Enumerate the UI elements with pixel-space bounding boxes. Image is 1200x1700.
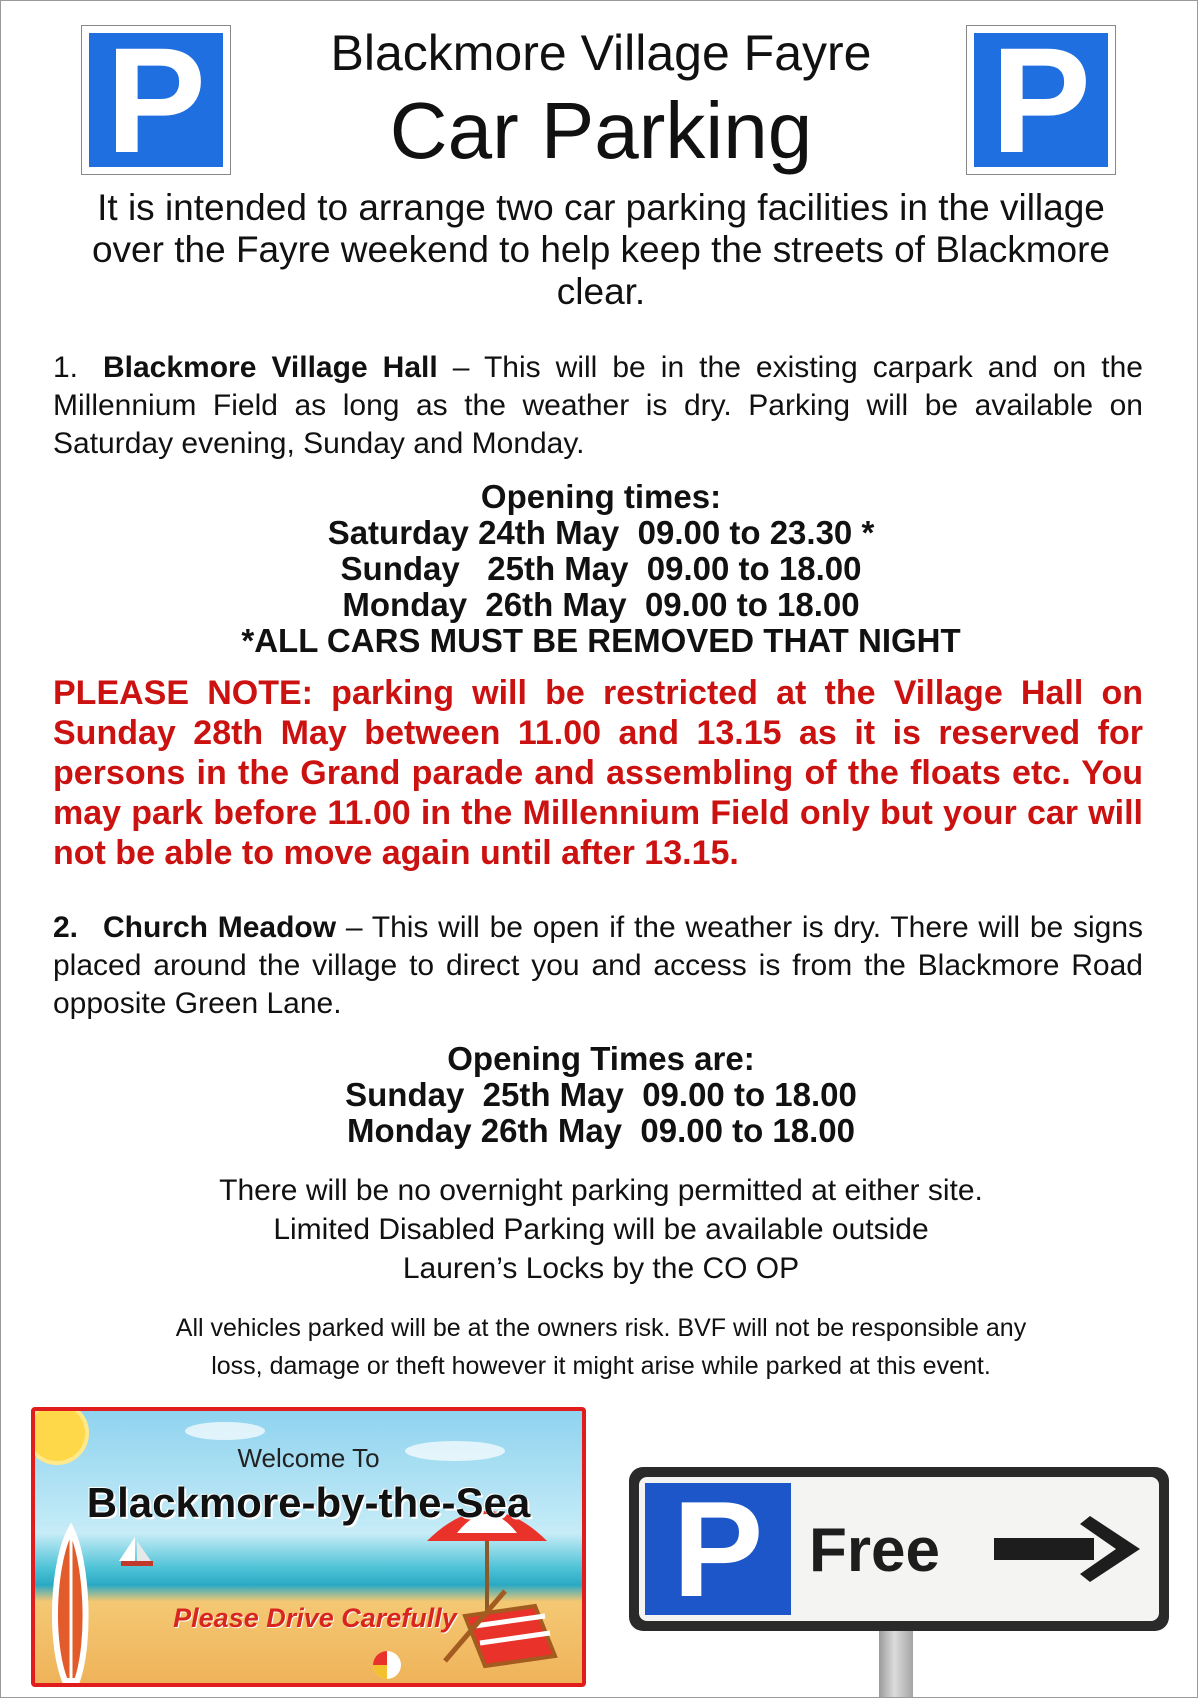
times-note: *ALL CARS MUST BE REMOVED THAT NIGHT: [241, 622, 961, 659]
intro-text: It is intended to arrange two car parking facilities in the village over the Fayre weekend to help keep the streets of Blackmore clear.: [91, 187, 1111, 312]
site1-opening-times: [101, 479, 1101, 659]
site2-name: Church Meadow: [103, 911, 337, 944]
disclaimer-line: loss, damage or theft however it might arise while parked at this event.: [211, 1352, 991, 1380]
sign-plate: [639, 1473, 1159, 1625]
site2-description: [53, 909, 1143, 1023]
times-heading: Opening Times are:: [447, 1040, 755, 1077]
arrow-right-icon: [994, 1512, 1144, 1586]
sign-pole: [879, 1631, 913, 1697]
beach-banner: [31, 1407, 586, 1687]
site1-number: 1.: [53, 351, 79, 384]
times-row: Monday 26th May 09.00 to 18.00: [342, 586, 860, 623]
parking-sign-left-icon: [81, 16, 231, 184]
info-line: There will be no overnight parking permitted at either site.: [219, 1174, 983, 1207]
info-line: Limited Disabled Parking will be available outside: [273, 1213, 929, 1246]
times-row: Sunday 25th May 09.00 to 18.00: [345, 1076, 857, 1113]
parking-info: [81, 1171, 1121, 1288]
free-sign-letter: P: [672, 1473, 764, 1625]
event-title: Blackmore Village Fayre: [330, 25, 872, 81]
site2-number: 2.: [53, 911, 79, 944]
banner-welcome: Welcome To: [237, 1443, 380, 1473]
disclaimer: [81, 1309, 1121, 1385]
site1-text: – This will be in the existing carpark and on the Millennium Field as long as the weather is dry. Parking will be available on Saturday evening, Sunday and Monday.: [53, 351, 1143, 460]
free-parking-sign: [629, 1467, 1169, 1631]
parking-letter: P: [990, 16, 1092, 184]
please-note-notice: PLEASE NOTE: parking will be restricted at the Village Hall on Sunday 28th May between 11.00 and 13.15 as it is reserved for persons in the Grand parade and assembling of the floats etc. You may park before 11.00 in the Millennium Field only but your car will not be able to move again until after 13.15.: [53, 674, 1143, 872]
site2-opening-times: [101, 1041, 1101, 1149]
disclaimer-line: All vehicles parked will be at the owners risk. BVF will not be responsible any: [175, 1314, 1027, 1342]
times-row: Monday 26th May 09.00 to 18.00: [346, 1112, 856, 1149]
times-heading: Opening times:: [480, 478, 722, 515]
times-row: Saturday 24th May 09.00 to 23.30 *: [327, 514, 875, 551]
site1-description: [53, 349, 1143, 463]
banner-place-name: Blackmore-by-the-Sea: [86, 1479, 531, 1526]
free-parking-letter-icon: [645, 1473, 791, 1625]
free-label: Free: [809, 1516, 940, 1585]
page-title: Car Parking: [389, 86, 813, 175]
info-line: Lauren’s Locks by the CO OP: [402, 1252, 800, 1285]
parking-sign-right-icon: [966, 16, 1116, 184]
site2-text: – This will be open if the weather is dry. There will be signs placed around the village to direct you and access is from the Blackmore Road opposite Green Lane.: [53, 911, 1144, 1020]
times-row: Sunday 25th May 09.00 to 18.00: [340, 550, 862, 587]
parking-letter: P: [105, 16, 207, 184]
banner-drive-carefully: Please Drive Carefully: [173, 1603, 457, 1633]
site1-name: Blackmore Village Hall: [103, 351, 438, 384]
